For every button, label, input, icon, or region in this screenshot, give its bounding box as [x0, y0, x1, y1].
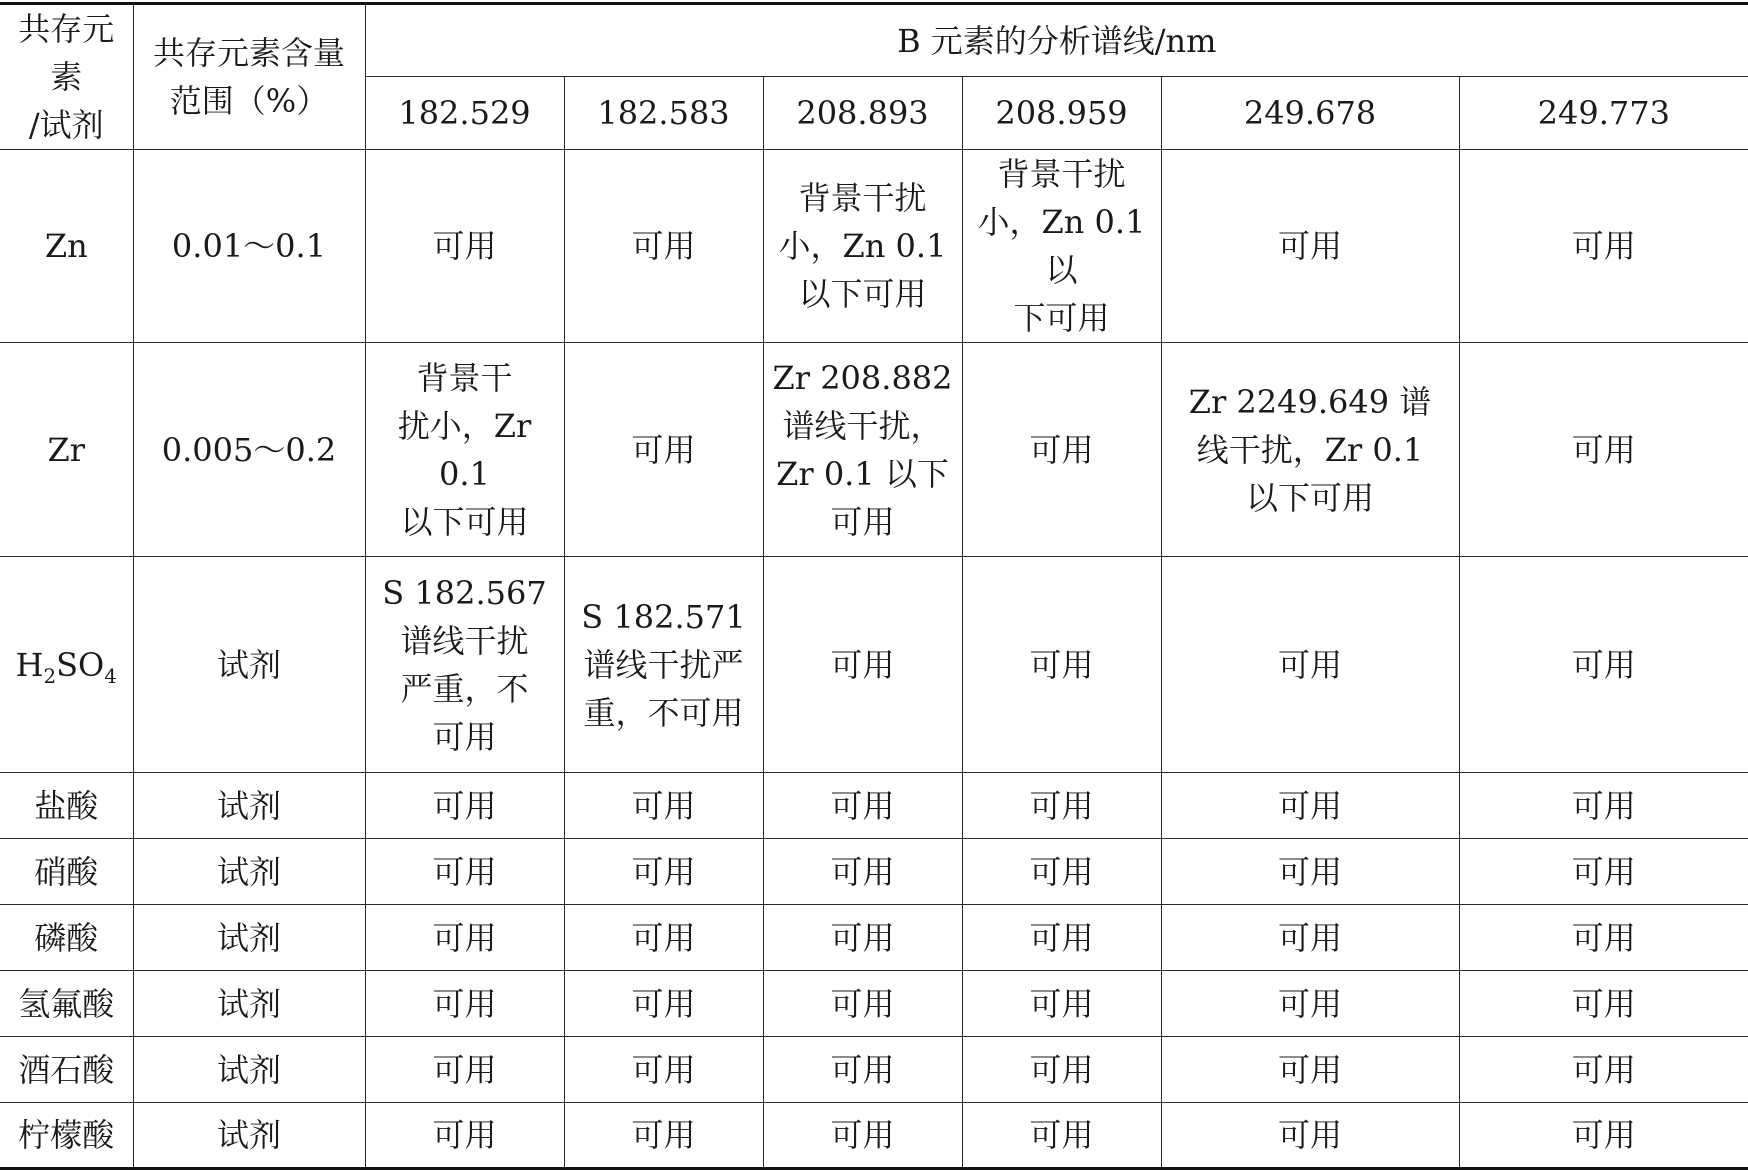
- result-cell: 可用: [763, 971, 962, 1037]
- result-cell: 可用: [365, 773, 564, 839]
- range-cell: 0.005～0.2: [133, 343, 365, 557]
- header-coexist-element: 共存元素 /试剂: [0, 4, 133, 150]
- header-row: [0, 4, 1748, 77]
- result-cell: 可用: [763, 773, 962, 839]
- result-cell: 可用: [962, 1103, 1161, 1169]
- result-cell: 可用: [962, 839, 1161, 905]
- result-cell: 背景干扰 小，Zn 0.1 以 下可用: [962, 150, 1161, 343]
- element-cell: 磷酸: [0, 905, 133, 971]
- result-cell: 可用: [564, 839, 763, 905]
- result-cell: 可用: [1161, 150, 1459, 343]
- result-cell: 可用: [365, 839, 564, 905]
- result-cell: 可用: [365, 1037, 564, 1103]
- result-cell: 可用: [1459, 839, 1748, 905]
- result-cell: 可用: [564, 1037, 763, 1103]
- table-row: [0, 905, 1748, 971]
- result-cell: 可用: [1161, 905, 1459, 971]
- table-row: [0, 1103, 1748, 1169]
- result-cell: 可用: [365, 1103, 564, 1169]
- wavelength-header: 182.529: [365, 77, 564, 150]
- result-cell: 可用: [564, 343, 763, 557]
- wavelength-header: 249.678: [1161, 77, 1459, 150]
- result-cell: 可用: [1161, 1037, 1459, 1103]
- result-cell: 可用: [564, 971, 763, 1037]
- element-cell: Zr: [0, 343, 133, 557]
- result-cell: 可用: [564, 773, 763, 839]
- table-row: [0, 150, 1748, 343]
- range-cell: 0.01～0.1: [133, 150, 365, 343]
- result-cell: 可用: [1459, 150, 1748, 343]
- result-cell: 背景干扰 小，Zn 0.1 以下可用: [763, 150, 962, 343]
- result-cell: 可用: [564, 150, 763, 343]
- interference-table: [0, 2, 1748, 1170]
- table-row: [0, 971, 1748, 1037]
- result-cell: 可用: [564, 905, 763, 971]
- formula-subscript: 2: [43, 664, 57, 688]
- range-cell: 试剂: [133, 971, 365, 1037]
- element-cell: Zn: [0, 150, 133, 343]
- result-cell: 可用: [962, 1037, 1161, 1103]
- result-cell: 可用: [1459, 557, 1748, 773]
- result-cell: S 182.567 谱线干扰 严重，不 可用: [365, 557, 564, 773]
- result-cell: Zr 208.882 谱线干扰， Zr 0.1 以下 可用: [763, 343, 962, 557]
- result-cell: 可用: [1161, 839, 1459, 905]
- result-cell: 可用: [763, 1103, 962, 1169]
- result-cell: S 182.571 谱线干扰严 重，不可用: [564, 557, 763, 773]
- result-cell: 可用: [1459, 773, 1748, 839]
- result-cell: 可用: [365, 971, 564, 1037]
- result-cell: 可用: [763, 557, 962, 773]
- result-cell: 可用: [763, 839, 962, 905]
- result-cell: 可用: [1459, 1037, 1748, 1103]
- element-cell: 氢氟酸: [0, 971, 133, 1037]
- table-row: [0, 557, 1748, 773]
- result-cell: 可用: [763, 905, 962, 971]
- table-row: [0, 1037, 1748, 1103]
- header-b-lines: B 元素的分析谱线/nm: [365, 4, 1748, 77]
- range-cell: 试剂: [133, 1103, 365, 1169]
- result-cell: 可用: [962, 557, 1161, 773]
- result-cell: 可用: [365, 905, 564, 971]
- result-cell: Zr 2249.649 谱 线干扰，Zr 0.1 以下可用: [1161, 343, 1459, 557]
- result-cell: 可用: [1161, 557, 1459, 773]
- wavelength-header: 208.959: [962, 77, 1161, 150]
- wavelength-header: 208.893: [763, 77, 962, 150]
- formula-so: SO: [56, 645, 105, 684]
- table-row: [0, 343, 1748, 557]
- wavelength-header: 182.583: [564, 77, 763, 150]
- result-cell: 可用: [763, 1037, 962, 1103]
- range-cell: 试剂: [133, 773, 365, 839]
- element-cell: 硝酸: [0, 839, 133, 905]
- result-cell: 可用: [1459, 971, 1748, 1037]
- result-cell: 背景干 扰小，Zr 0.1 以下可用: [365, 343, 564, 557]
- range-cell: 试剂: [133, 839, 365, 905]
- result-cell: 可用: [365, 150, 564, 343]
- wavelength-header: 249.773: [1459, 77, 1748, 150]
- result-cell: 可用: [1161, 773, 1459, 839]
- element-cell: 柠檬酸: [0, 1103, 133, 1169]
- result-cell: 可用: [962, 905, 1161, 971]
- formula-subscript: 4: [104, 664, 117, 688]
- result-cell: 可用: [962, 343, 1161, 557]
- result-cell: 可用: [564, 1103, 763, 1169]
- result-cell: 可用: [1161, 971, 1459, 1037]
- result-cell: 可用: [1459, 1103, 1748, 1169]
- formula-h: H: [15, 645, 44, 684]
- result-cell: 可用: [962, 971, 1161, 1037]
- element-cell: 酒石酸: [0, 1037, 133, 1103]
- range-cell: 试剂: [133, 557, 365, 773]
- table-row: [0, 773, 1748, 839]
- header-content-range: 共存元素含量 范围（%）: [133, 4, 365, 150]
- result-cell: 可用: [1459, 343, 1748, 557]
- element-cell: 盐酸: [0, 773, 133, 839]
- range-cell: 试剂: [133, 1037, 365, 1103]
- result-cell: 可用: [1459, 905, 1748, 971]
- result-cell: 可用: [1161, 1103, 1459, 1169]
- result-cell: 可用: [962, 773, 1161, 839]
- element-cell-h2so4: [0, 557, 133, 773]
- range-cell: 试剂: [133, 905, 365, 971]
- table-row: [0, 839, 1748, 905]
